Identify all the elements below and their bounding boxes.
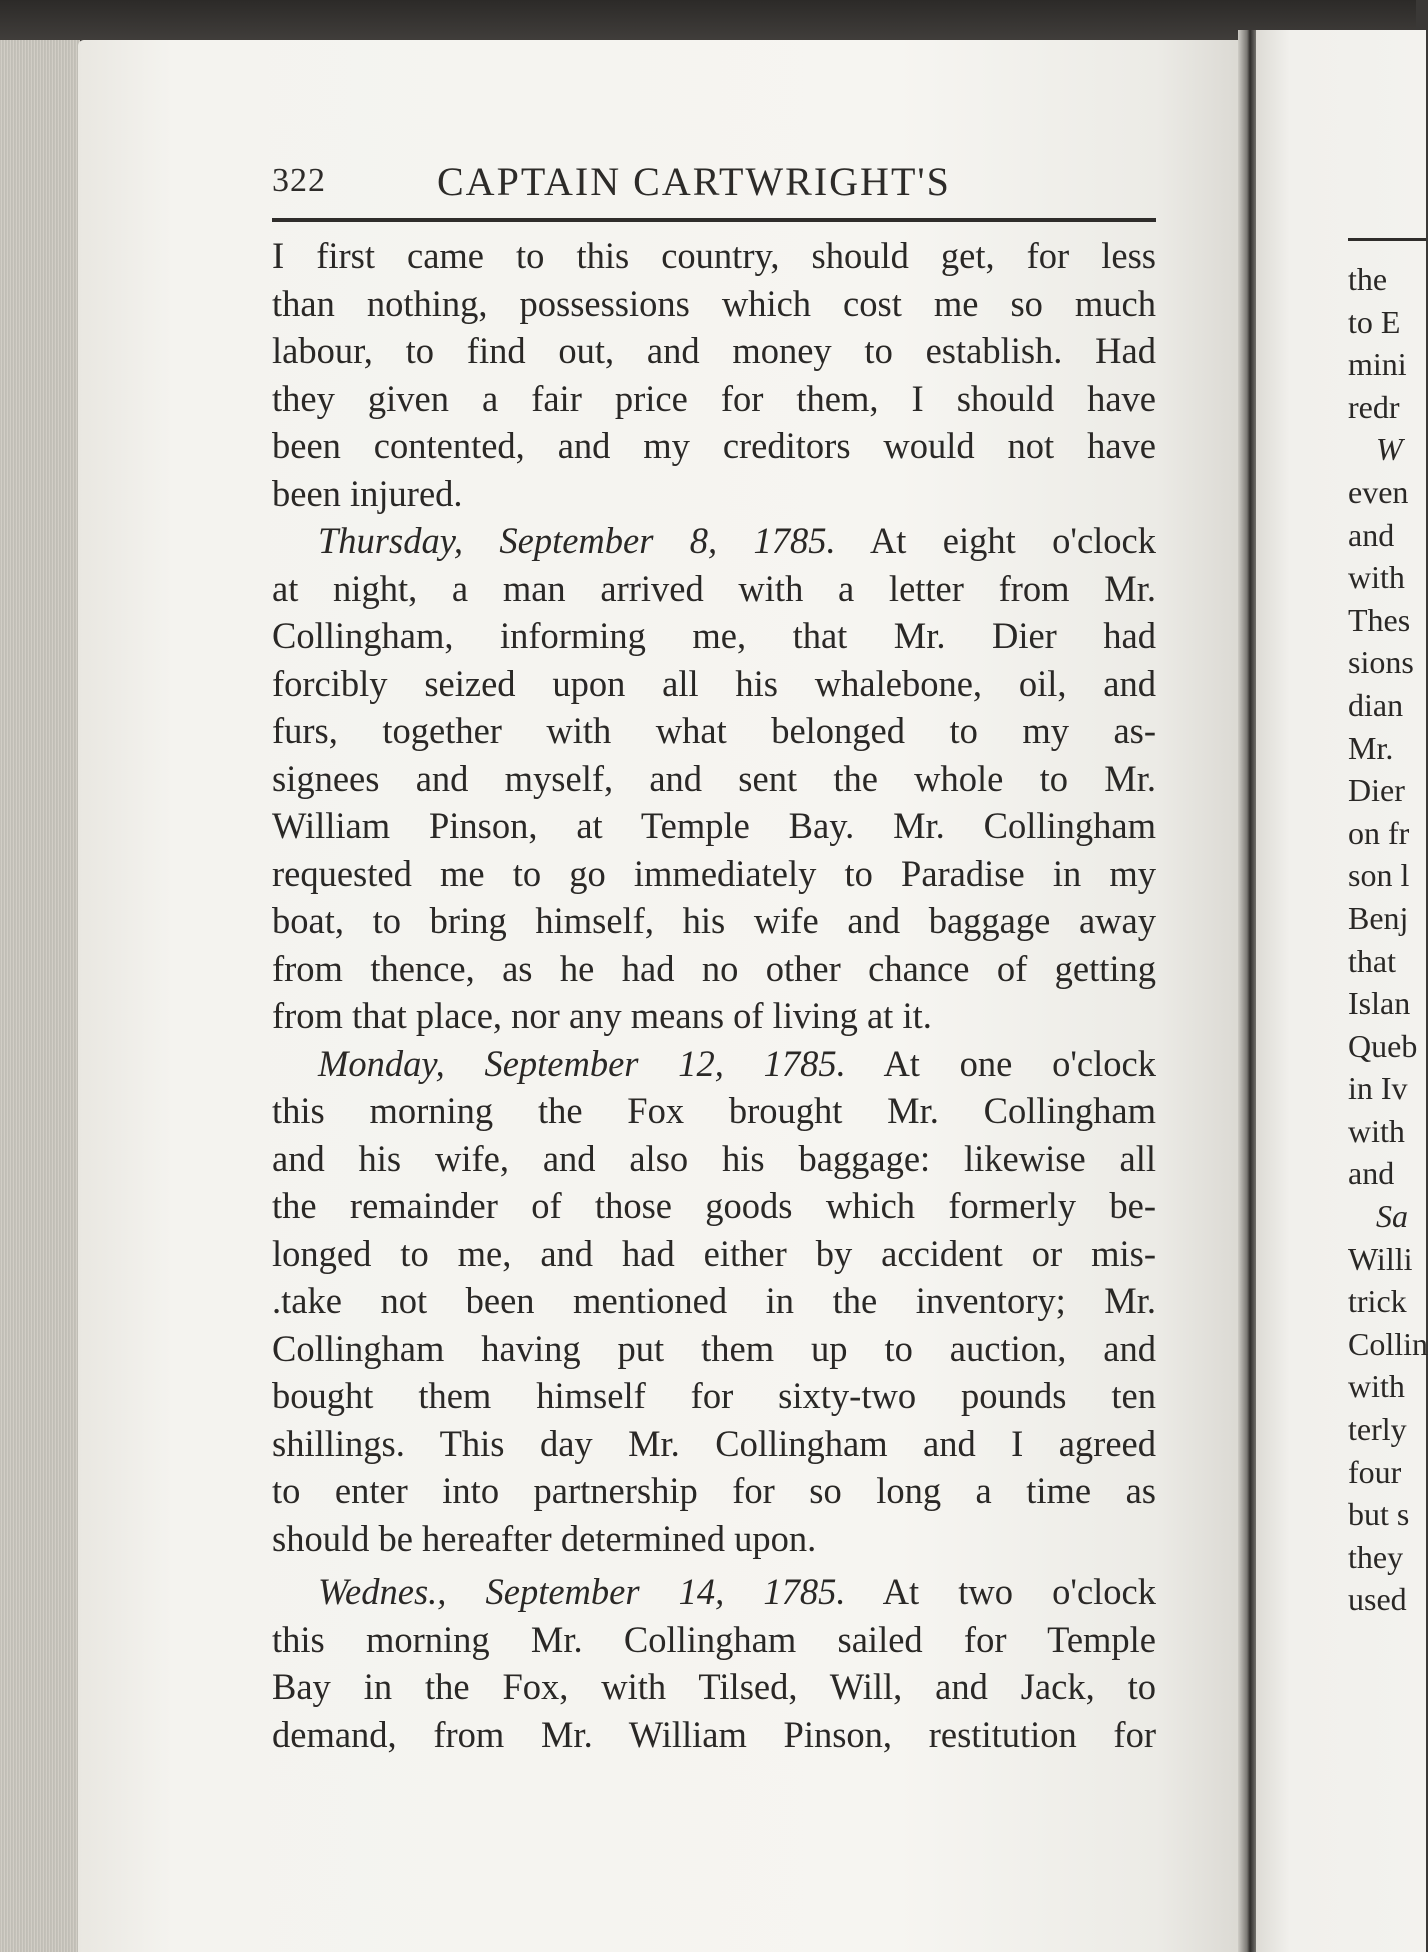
facing-text-line: in Iv — [1348, 1070, 1408, 1107]
text-line: bought them himself for sixty-two pounds ten — [272, 1375, 1156, 1416]
facing-text-line: dian — [1348, 686, 1404, 723]
text-line: signees and myself, and sent the whole to Mr. — [272, 757, 1156, 799]
entry-date: Thursday, September 8, 1785. — [318, 520, 836, 561]
facing-text-line: that — [1348, 942, 1396, 979]
text-line: should be hereafter determined upon. — [272, 1517, 817, 1559]
running-head: CAPTAIN CARTWRIGHT'S — [437, 159, 951, 204]
facing-text-line: and — [1348, 1155, 1395, 1192]
facing-text-line: with — [1348, 1112, 1405, 1149]
facing-text-line: Dier — [1348, 772, 1405, 809]
facing-text-line: even — [1348, 473, 1409, 510]
facing-text-line: trick — [1348, 1283, 1407, 1320]
entry-heading-line — [272, 1040, 1156, 1088]
facing-text-line: Sa — [1376, 1198, 1408, 1235]
text-line: to enter into partnership for so long a time as — [272, 1470, 1156, 1511]
entry-date: Wednes., September 14, 1785. — [318, 1571, 846, 1612]
text-line: Bay in the Fox, with Tilsed, Will, and Jack, to — [272, 1666, 1156, 1707]
text-line: the remainder of those goods which formerly be- — [272, 1185, 1156, 1226]
facing-text-line: mini — [1348, 346, 1407, 383]
facing-text-line: Collin — [1348, 1325, 1428, 1362]
text-line: longed to me, and had either by accident or mis- — [272, 1232, 1156, 1274]
text-line: from thence, as he had no other chance of getting — [272, 947, 1156, 989]
facing-text-line: redr — [1348, 388, 1400, 425]
facing-text-line: the — [1348, 261, 1388, 297]
facing-text-line: four — [1348, 1453, 1402, 1490]
page-edges — [0, 40, 80, 1952]
text-line: and his wife, and also his baggage: likewise all — [272, 1137, 1156, 1179]
facing-text-line: son l — [1348, 857, 1410, 894]
facing-text-line: terly — [1348, 1411, 1407, 1448]
facing-text-line: Willi — [1348, 1240, 1413, 1277]
text-line: they given a fair price for them, I should have — [272, 377, 1156, 419]
body-text — [272, 232, 1156, 1758]
text-line: I first came to this country, should get, for less — [272, 235, 1156, 276]
text-line: been contented, and my creditors would not have — [272, 425, 1156, 466]
text-line: furs, together with what belonged to my as- — [272, 710, 1156, 751]
facing-text-line: on fr — [1348, 814, 1410, 851]
facing-text-line: Islan — [1348, 985, 1411, 1022]
text-line: at night, a man arrived with a letter from Mr. — [272, 567, 1156, 609]
text-line: forcibly seized upon all his whalebone, oil, and — [272, 662, 1156, 704]
header-rule — [272, 218, 1156, 222]
facing-page-text — [1348, 258, 1428, 1621]
text-line: from that place, nor any means of living at it. — [272, 995, 932, 1036]
page-number: 322 — [272, 162, 326, 199]
facing-text-line: to E — [1348, 303, 1401, 340]
text-line: .take not been mentioned in the inventory; Mr. — [272, 1280, 1156, 1321]
text-line: William Pinson, at Temple Bay. Mr. Collingham — [272, 805, 1156, 846]
facing-text-line: W — [1376, 431, 1403, 468]
facing-text-line: they — [1348, 1538, 1404, 1575]
text-line: labour, to find out, and money to establish. Had — [272, 330, 1156, 371]
facing-page-rule — [1348, 238, 1426, 241]
text-line: this morning the Fox brought Mr. Collingham — [272, 1090, 1156, 1131]
facing-text-line: sions — [1348, 644, 1414, 681]
text-line: requested me to go immediately to Paradise in my — [272, 852, 1156, 894]
entry-heading-line — [272, 1568, 1156, 1616]
entry-text: At two o'clock — [882, 1571, 1156, 1612]
page-header — [272, 158, 1156, 218]
entry-heading-line — [272, 517, 1156, 565]
facing-text-line: Thes — [1348, 601, 1411, 638]
entry-text: At eight o'clock — [869, 520, 1156, 561]
text-line: been injured. — [272, 472, 463, 514]
book-gutter — [1238, 30, 1258, 1952]
facing-text-line: with — [1348, 1368, 1405, 1405]
facing-text-line: Mr. — [1348, 729, 1394, 766]
entry-text: At one o'clock — [883, 1042, 1156, 1084]
text-line: Collingham having put them up to auction, and — [272, 1327, 1156, 1369]
text-line: demand, from Mr. William Pinson, restitution for — [272, 1713, 1156, 1755]
facing-text-line: and — [1348, 516, 1395, 553]
facing-text-line: with — [1348, 559, 1405, 596]
facing-text-line: used — [1348, 1581, 1407, 1618]
text-line: shillings. This day Mr. Collingham and I agreed — [272, 1422, 1156, 1464]
facing-text-line: but s — [1348, 1496, 1410, 1533]
facing-text-line: Benj — [1348, 899, 1409, 936]
facing-text-line: Queb — [1348, 1027, 1418, 1064]
text-line: than nothing, possessions which cost me so much — [272, 282, 1156, 324]
entry-date: Monday, September 12, 1785. — [318, 1042, 846, 1084]
text-line: this morning Mr. Collingham sailed for Temple — [272, 1618, 1156, 1660]
text-line: Collingham, informing me, that Mr. Dier had — [272, 615, 1156, 656]
text-line: boat, to bring himself, his wife and baggage away — [272, 900, 1156, 941]
